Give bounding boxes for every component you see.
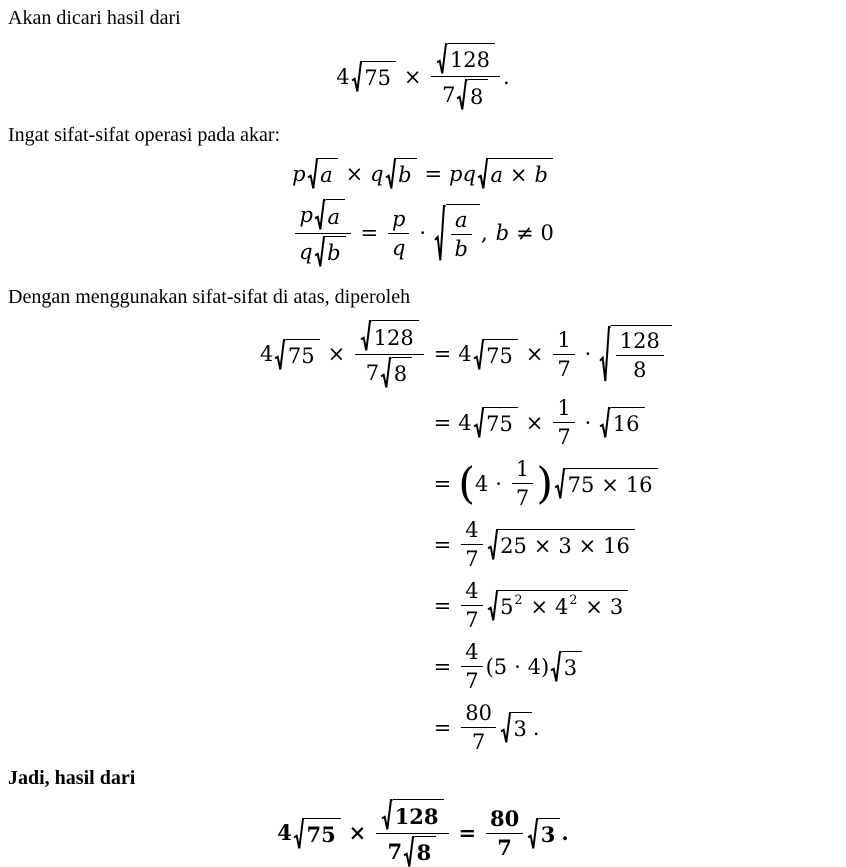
fraction: [553, 396, 574, 449]
radical-icon: [487, 529, 499, 560]
math-text: 4: [465, 640, 479, 665]
math-operator: ×: [533, 534, 552, 559]
derivation-step: [427, 457, 673, 510]
math-operator: ×: [509, 163, 528, 188]
radicand: [362, 61, 396, 92]
derivation-intro-text: Dengan menggunakan sifat-sifat di atas, diperoleh: [8, 286, 411, 309]
derivation-lhs: [260, 701, 427, 754]
fraction-numerator: [431, 43, 500, 77]
derivation-lhs: [260, 579, 427, 632]
radicand: [318, 158, 338, 189]
radical-icon: [599, 325, 611, 383]
square-root: [351, 61, 396, 92]
square-root: [500, 712, 532, 743]
fraction-numerator: [486, 807, 523, 834]
math-variable: a: [327, 204, 341, 229]
radicand: [468, 79, 488, 110]
math-text: 4: [336, 64, 350, 89]
radicand: [304, 818, 340, 849]
derivation-step: [427, 320, 673, 388]
radicand: [511, 712, 531, 743]
math-text: 80: [465, 701, 492, 726]
radical-icon: [436, 43, 448, 74]
math-operator: ×: [345, 161, 364, 186]
math-operator: ·: [495, 471, 502, 496]
fraction-numerator: [295, 199, 350, 233]
square-root: [403, 836, 436, 867]
square-root: [436, 43, 495, 74]
derivation-step: [427, 579, 673, 632]
math-text: 128: [394, 803, 439, 829]
math-superscript: 2: [514, 592, 523, 608]
math-variable: q: [391, 235, 406, 260]
fraction: [461, 701, 496, 754]
radicand: [448, 43, 495, 74]
conclusion-text: Jadi, hasil dari: [8, 767, 136, 790]
math-operator: ×: [530, 595, 549, 620]
square-root: [456, 79, 488, 110]
square-root: [274, 339, 319, 370]
math-text: 4: [465, 579, 479, 604]
square-root: [381, 799, 443, 830]
radicand: [392, 357, 412, 388]
fraction: [616, 329, 664, 382]
math-text: 7: [465, 547, 479, 572]
square-root: [487, 529, 635, 560]
math-operator: =: [433, 593, 452, 618]
derivation-lhs: [260, 396, 427, 449]
math-text: 4: [277, 820, 292, 846]
fraction-numerator: [461, 579, 482, 606]
math-text: 75: [486, 343, 513, 368]
math-text: 16: [625, 473, 653, 498]
radical-icon: [473, 339, 485, 370]
math-variable: q: [462, 161, 476, 186]
fraction: [431, 43, 500, 111]
fraction: [376, 799, 448, 867]
math-operator: =: [360, 221, 379, 246]
radical-icon: [550, 651, 562, 682]
radical-icon: [314, 199, 326, 230]
math-operator: ·: [584, 342, 592, 367]
radical-icon: [599, 407, 611, 438]
math-text: 75: [567, 473, 595, 498]
math-variable: b: [454, 237, 468, 262]
fraction-numerator: [512, 457, 533, 484]
fraction: [355, 320, 424, 388]
square-root: [434, 204, 480, 262]
properties-intro-text: Ingat sifat-sifat operasi pada akar:: [8, 123, 281, 146]
math-text: 3: [558, 534, 572, 559]
math-text: .: [561, 820, 569, 846]
radicand: [326, 199, 346, 230]
math-text: .: [503, 64, 510, 89]
math-operator: =: [433, 342, 452, 367]
math-text: 7: [471, 730, 486, 755]
fraction-numerator: [553, 396, 574, 423]
fraction-denominator: [486, 834, 523, 860]
square-root: [550, 651, 582, 682]
math-operator: =: [433, 410, 452, 435]
radical-icon: [351, 61, 363, 92]
math-operator: =: [433, 471, 452, 496]
square-root: [554, 468, 657, 499]
fraction-denominator: [553, 355, 574, 381]
math-text: 1: [557, 327, 571, 352]
math-text: 7: [365, 360, 380, 385]
math-operator: ≠: [516, 221, 534, 246]
math-text: 1: [557, 396, 571, 421]
math-variable: q: [370, 161, 384, 186]
math-variable: p: [292, 161, 306, 186]
fraction: [461, 640, 482, 693]
math-variable: a: [454, 208, 468, 233]
math-text: 75: [287, 343, 315, 368]
fraction-denominator: [461, 728, 496, 754]
fraction: [486, 807, 523, 860]
math-operator: ×: [348, 820, 367, 846]
math-text: 7: [465, 669, 479, 694]
fraction: [451, 208, 472, 261]
math-text: 16: [603, 534, 630, 559]
fraction-denominator: [461, 667, 482, 693]
math-superscript: 2: [569, 592, 578, 608]
math-text: 4: [554, 595, 569, 620]
radicand: [415, 836, 437, 867]
fraction-numerator: [461, 701, 496, 728]
fraction-denominator: [461, 545, 482, 571]
square-root: [473, 339, 518, 370]
math-operator: =: [458, 820, 477, 846]
radicand: [488, 158, 552, 189]
math-text: 3: [513, 717, 527, 742]
math-text: 128: [619, 329, 660, 354]
math-text: 4): [527, 654, 550, 679]
math-text: 7: [465, 608, 479, 633]
radical-icon: [527, 818, 539, 849]
math-variable: a: [490, 163, 503, 188]
math-text: 75: [306, 821, 336, 847]
math-variable: b: [495, 221, 510, 246]
math-text: 4: [458, 342, 472, 367]
fraction-denominator: [388, 234, 409, 260]
derivation-lhs: [260, 518, 427, 571]
math-text: 8: [416, 840, 432, 866]
math-operator: ×: [585, 595, 603, 620]
radical-icon: [500, 712, 512, 743]
problem-formula: [0, 43, 846, 111]
radicand: [562, 651, 582, 682]
radicand: [396, 158, 416, 189]
math-text: 8: [469, 84, 484, 109]
math-text: 4: [260, 342, 274, 367]
radical-icon: [456, 79, 468, 110]
fraction: [461, 579, 482, 632]
fraction-denominator: [355, 355, 424, 388]
square-root: [477, 158, 553, 189]
square-root: [599, 325, 672, 383]
radical-icon: [314, 236, 326, 267]
radical-icon: [477, 158, 489, 189]
radical-icon: [307, 158, 319, 189]
radicand: [446, 204, 480, 262]
fraction-denominator: [512, 484, 533, 510]
math-operator: ×: [578, 534, 597, 559]
math-operator: ·: [419, 221, 427, 246]
radical-icon: [385, 158, 397, 189]
radicand: [484, 339, 518, 370]
final-formula: [0, 799, 846, 867]
math-operator: =: [433, 654, 452, 679]
math-text: 75: [486, 412, 513, 437]
math-variable: a: [320, 163, 333, 188]
math-text: 7: [442, 83, 456, 108]
math-text: 7: [515, 486, 530, 511]
fraction-numerator: [451, 208, 472, 235]
math-text: 4: [465, 518, 479, 543]
math-text: 7: [497, 834, 512, 860]
fraction: [295, 199, 350, 267]
derivation-lhs: [260, 457, 427, 510]
math-variable: q: [299, 239, 313, 264]
math-operator: ×: [525, 410, 544, 435]
math-variable: p: [449, 161, 463, 186]
fraction: [461, 518, 482, 571]
radical-icon: [403, 836, 415, 867]
math-variable: p: [299, 203, 313, 228]
fraction-denominator: [461, 606, 482, 632]
math-text: 3: [609, 595, 624, 620]
fraction-denominator: [431, 77, 500, 110]
property-product-rule: [0, 158, 846, 189]
radicand: [611, 325, 672, 383]
fraction-denominator: [553, 423, 574, 449]
math-text: 75: [364, 66, 391, 91]
radical-icon: [473, 407, 485, 438]
radicand: [611, 407, 645, 438]
square-root: [314, 236, 346, 267]
square-root: [385, 158, 417, 189]
math-variable: b: [398, 163, 412, 188]
fraction-numerator: [461, 518, 482, 545]
fraction-numerator: [553, 328, 574, 355]
radical-icon: [293, 818, 305, 849]
big-paren: (: [458, 458, 475, 509]
math-operator: ×: [403, 64, 422, 89]
fraction-denominator: [295, 234, 350, 267]
radical-icon: [360, 320, 372, 351]
radicand: [498, 529, 635, 560]
radicand: [325, 236, 345, 267]
radical-icon: [434, 204, 446, 262]
math-variable: b: [534, 163, 548, 188]
radicand: [498, 590, 628, 621]
math-text: 8: [633, 358, 647, 383]
math-text: 7: [387, 838, 403, 864]
math-operator: =: [424, 161, 443, 186]
radical-icon: [554, 468, 566, 499]
math-text: 5: [500, 595, 514, 620]
math-operator: =: [433, 715, 452, 740]
square-root: [527, 818, 560, 849]
fraction-denominator: [616, 356, 664, 382]
math-variable: p: [391, 206, 406, 231]
math-text: 4: [458, 410, 472, 435]
math-text: 7: [557, 356, 571, 381]
math-text: 8: [393, 362, 408, 387]
square-root: [487, 590, 629, 621]
math-operator: ×: [327, 342, 346, 367]
radicand: [393, 799, 444, 830]
math-text: 128: [449, 48, 491, 73]
square-root: [314, 199, 345, 230]
radical-icon: [381, 799, 393, 830]
square-root: [360, 320, 419, 351]
math-text: 3: [563, 656, 578, 681]
radicand: [566, 468, 658, 499]
math-text: 3: [540, 821, 556, 847]
math-text: 128: [373, 325, 414, 350]
derivation-step: [427, 640, 673, 693]
intro-text: Akan dicari hasil dari: [8, 7, 181, 29]
fraction: [553, 328, 574, 381]
math-text: (5: [485, 654, 508, 679]
derivation-step: [427, 701, 673, 754]
radical-icon: [487, 590, 499, 621]
derivation-lhs: [260, 320, 427, 388]
property-quotient-rule: [0, 199, 846, 267]
fraction-numerator: [461, 640, 482, 667]
derivation-block: [260, 320, 846, 754]
fraction-denominator: [451, 235, 472, 261]
radicand: [372, 320, 419, 351]
radical-icon: [274, 339, 286, 370]
fraction: [512, 457, 533, 510]
derivation-step: [427, 396, 673, 449]
fraction: [388, 207, 409, 260]
square-root: [307, 158, 338, 189]
fraction-denominator: [376, 834, 448, 867]
radicand: [539, 818, 561, 849]
math-comma: ,: [480, 221, 488, 246]
fraction-numerator: [376, 799, 448, 833]
fraction-numerator: [616, 329, 664, 356]
math-text: 7: [557, 425, 571, 450]
math-text: 25: [500, 534, 527, 559]
math-text: .: [532, 715, 540, 740]
math-text: 1: [515, 457, 530, 482]
fraction-numerator: [388, 207, 409, 234]
math-text: 0: [540, 221, 554, 246]
radical-icon: [380, 357, 392, 388]
derivation-lhs: [260, 640, 427, 693]
math-operator: ·: [584, 410, 592, 435]
math-text: 16: [612, 412, 640, 437]
math-operator: ×: [601, 473, 619, 498]
math-variable: b: [327, 241, 341, 266]
radicand: [286, 339, 320, 370]
big-paren: ): [536, 458, 554, 509]
square-root: [380, 357, 412, 388]
math-operator: =: [433, 532, 452, 557]
fraction-numerator: [355, 320, 424, 354]
math-operator: ·: [514, 654, 521, 679]
math-operator: ×: [525, 342, 544, 367]
math-text: 80: [489, 805, 520, 831]
square-root: [293, 818, 341, 849]
square-root: [473, 407, 518, 438]
square-root: [599, 407, 644, 438]
derivation-step: [427, 518, 673, 571]
radicand: [484, 407, 518, 438]
math-text: 4: [475, 471, 489, 496]
